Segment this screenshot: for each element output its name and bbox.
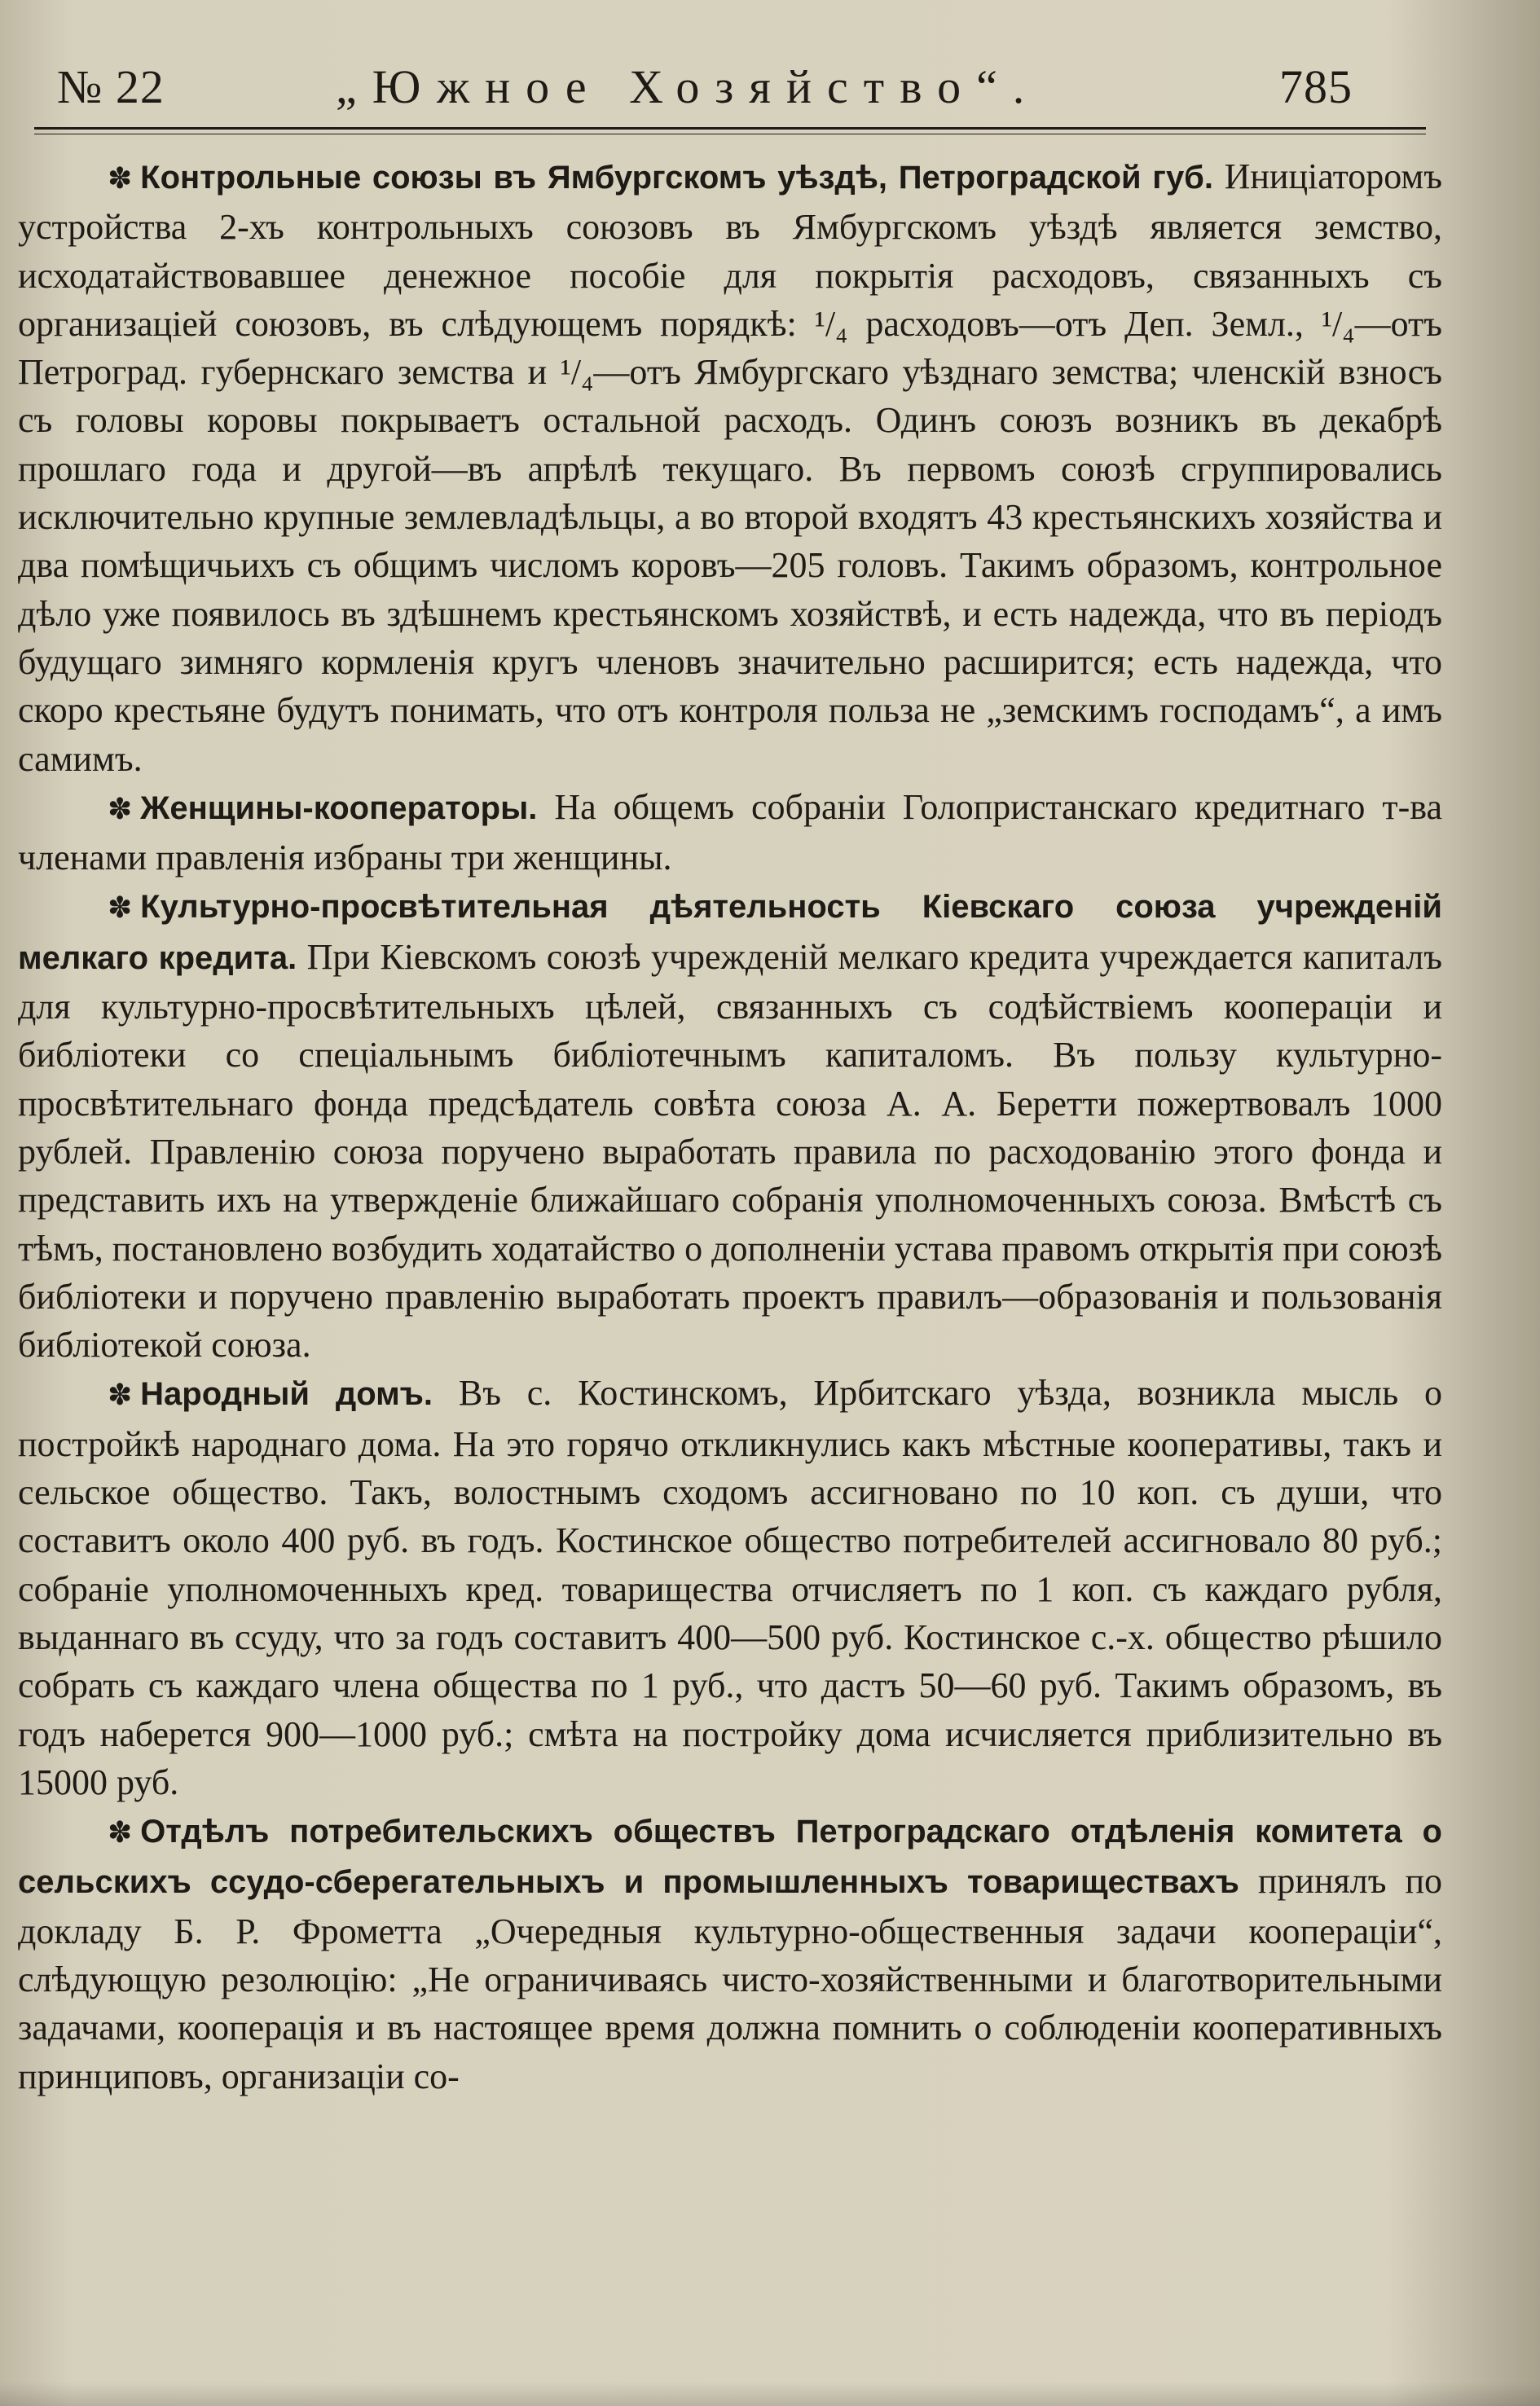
header-rule xyxy=(34,127,1426,134)
article-text: При Кіевскомъ союзѣ учрежденій мелкаго кредита учреждается капиталъ для культурно-просвѣтительныхъ цѣлей, связанныхъ съ содѣйствіемъ коопераціи и библіотеки со спеціальнымъ библіотечнымъ капиталомъ. Въ пользу культурно-просвѣтительнаго фонда предсѣдатель совѣта союза А. А. Беретти пожертвовалъ 1000 рублей. Правленію союза поручено выработать правила по расходованію этого фонда и представить ихъ на утвержденіе ближайшаго собранія уполномоченныхъ союза. Вмѣстѣ съ тѣмъ, постановлено возбудить ходатайство о дополненіи устава правомъ открытія при союзѣ библіотеки и поручено правленію выработать проектъ правилъ—образованія и пользованія библіотекой союза. xyxy=(18,936,1443,1366)
asterism-icon: ✽ xyxy=(108,1816,133,1850)
article-headline: Отдѣлъ потребительскихъ обществъ Петроградскаго отдѣленія комитета о сельскихъ ссудо-сберегательныхъ и промышленныхъ товариществахъ xyxy=(18,1814,1442,1901)
asterism-icon: ✽ xyxy=(108,1379,133,1413)
article-headline: Контрольные союзы въ Ямбургскомъ уѣздѣ, Петроградской губ. xyxy=(140,160,1214,196)
asterism-icon: ✽ xyxy=(108,891,133,926)
page-edge-shadow xyxy=(0,2382,1540,2406)
article-item xyxy=(18,152,1442,783)
running-header xyxy=(10,51,1442,124)
asterism-icon: ✽ xyxy=(108,792,133,826)
article-column xyxy=(10,152,1442,2100)
page-number: 785 xyxy=(1279,60,1353,113)
article-text: Иниціаторомъ устройства 2-хъ контрольныхъ союзовъ въ Ямбургскомъ уѣздѣ является земство, исходатайствовавшее денежное пособіе для покрытія расходовъ, связанныхъ съ организаціей союзовъ, въ слѣдующемъ порядкѣ: ¹/₄ расходовъ—отъ Деп. Земл., ¹/₄—отъ Петроград. губернскаго земства и ¹/₄—отъ Ямбургскаго уѣзднаго земства; членскій взносъ съ головы коровы покрываетъ остальной расходъ. Одинъ союзъ возникъ въ декабрѣ прошлаго года и другой—въ апрѣлѣ текущаго. Въ первомъ союзѣ сгруппировались исключительно крупные землевладѣльцы, а во второй входятъ 43 крестьянскихъ хозяйства и два помѣщичьихъ съ общимъ числомъ коровъ—205 головъ. Такимъ образомъ, контрольное дѣло уже появилось въ здѣшнемъ крестьянскомъ хозяйствѣ, и есть надежда, что въ періодъ будущаго зимняго кормленія кругъ членовъ значительно расширится; есть надежда, что скоро крестьяне будутъ понимать, что отъ контроля польза не „земскимъ господамъ“, а имъ самимъ. xyxy=(18,156,1443,779)
article-headline: Народный домъ. xyxy=(140,1376,433,1413)
journal-title: „Южное Хозяйство“. xyxy=(336,60,1041,113)
article-item xyxy=(18,882,1442,1369)
article-item xyxy=(18,783,1442,882)
asterism-icon: ✽ xyxy=(108,162,133,196)
article-item xyxy=(18,1369,1442,1806)
article-text: Въ с. Костинскомъ, Ирбитскаго уѣзда, возникла мысль о постройкѣ народнаго дома. На это горячо откликнулись какъ мѣстные кооперативы, такъ и сельское общество. Такъ, волостнымъ сходомъ ассигновано по 10 коп. съ души, что составитъ около 400 руб. въ годъ. Костинское общество потребителей ассигновало 80 руб.; собраніе уполномоченныхъ кред. товарищества отчисляетъ по 1 коп. съ каждаго рубля, выданнаго въ ссуду, что за годъ составитъ 400—500 руб. Костинское с.-х. общество рѣшило собрать съ каждаго члена общества по 1 руб., что дастъ 50—60 руб. Такимъ образомъ, въ годъ наберется 900—1000 руб.; смѣта на постройку дома исчисляется приблизительно въ 15000 руб. xyxy=(18,1373,1443,1802)
article-text: На общемъ собраніи Голопристанскаго кредитнаго т-ва членами правленія избраны три женщины. xyxy=(18,786,1443,878)
article-item xyxy=(18,1806,1442,2100)
article-headline: Культурно-просвѣтительная дѣятельность Кіевскаго союза учрежденій мелкаго кредита. xyxy=(18,889,1442,976)
article-text: принялъ по докладу Б. Р. Фрометта „Очередныя культурно-общественныя задачи коопераціи“, слѣдующую резолюцію: „Не ограничиваясь чисто-хозяйственными и благотворительными задачами, кооперація и въ настоящее время должна помнить о соблюденіи кооперативныхъ принциповъ, организаціи со- xyxy=(18,1861,1442,2096)
issue-number: № 22 xyxy=(57,60,165,113)
article-headline: Женщины-кооператоры. xyxy=(140,790,538,826)
